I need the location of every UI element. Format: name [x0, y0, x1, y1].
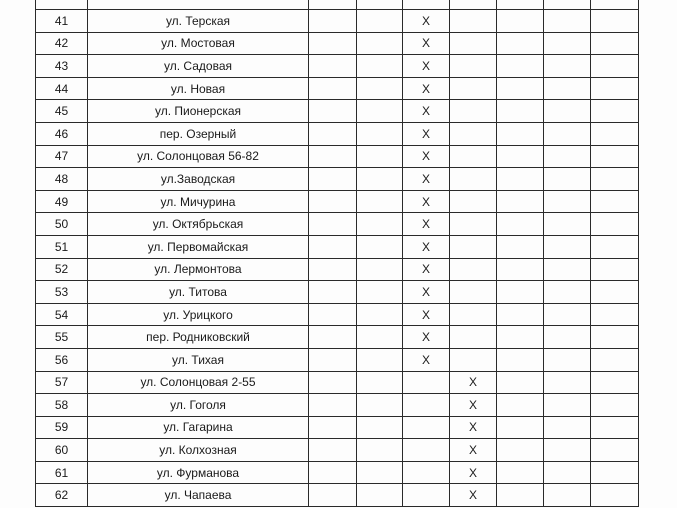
- mark-cell: [450, 416, 497, 439]
- mark-cell: [497, 145, 544, 168]
- mark-cell: [497, 213, 544, 236]
- table-row: [36, 77, 639, 100]
- mark-cell: [591, 258, 639, 281]
- mark-cell: [591, 461, 639, 484]
- mark-cell: [544, 145, 591, 168]
- row-number: 55: [36, 326, 88, 349]
- mark-cell: [450, 55, 497, 78]
- mark-cell: [591, 326, 639, 349]
- mark-cell: [357, 77, 403, 100]
- mark-cell: [450, 122, 497, 145]
- street-name: ул. Первомайская: [88, 235, 309, 258]
- mark-cell: [450, 371, 497, 394]
- row-number: 53: [36, 281, 88, 304]
- mark-cell: [357, 326, 403, 349]
- mark-cell: [450, 190, 497, 213]
- mark-cell: [497, 100, 544, 123]
- mark-cell: [309, 168, 357, 191]
- mark-cell: [357, 122, 403, 145]
- mark-cell: [544, 371, 591, 394]
- mark-cell: [591, 168, 639, 191]
- mark-cell: [309, 100, 357, 123]
- mark-cell: [497, 168, 544, 191]
- mark-cell: [403, 326, 450, 349]
- mark-cell: [544, 461, 591, 484]
- mark-cell: [403, 371, 450, 394]
- table-row: [36, 484, 639, 507]
- mark-cell: [309, 439, 357, 462]
- mark-cell: [357, 168, 403, 191]
- mark-cell: [309, 394, 357, 417]
- mark-cell: [309, 258, 357, 281]
- mark-cell: [544, 77, 591, 100]
- table-row: [36, 55, 639, 78]
- mark-cell: [403, 145, 450, 168]
- mark-cell: [450, 484, 497, 507]
- mark-cell: [591, 484, 639, 507]
- mark-cell: [497, 190, 544, 213]
- row-number: 41: [36, 10, 88, 33]
- mark-cell: [403, 122, 450, 145]
- mark-cell: [357, 10, 403, 33]
- mark-cell: [497, 416, 544, 439]
- table-row: [36, 32, 639, 55]
- table-cell: [403, 0, 450, 10]
- mark-cell: [544, 326, 591, 349]
- street-name: ул. Титова: [88, 281, 309, 304]
- mark-cell: [450, 439, 497, 462]
- mark-cell: [309, 235, 357, 258]
- mark-cell: [357, 394, 403, 417]
- mark-cell: [357, 55, 403, 78]
- mark-cell: [357, 235, 403, 258]
- mark-cell: [403, 484, 450, 507]
- row-number: 52: [36, 258, 88, 281]
- x-mark: X: [468, 420, 477, 435]
- mark-cell: [591, 371, 639, 394]
- mark-cell: [403, 461, 450, 484]
- x-mark: X: [421, 239, 430, 254]
- mark-cell: [544, 281, 591, 304]
- mark-cell: [403, 190, 450, 213]
- mark-cell: [309, 371, 357, 394]
- street-name: ул. Урицкого: [88, 303, 309, 326]
- mark-cell: [497, 235, 544, 258]
- mark-cell: [309, 348, 357, 371]
- mark-cell: [450, 281, 497, 304]
- x-mark: X: [421, 352, 430, 367]
- row-number: 48: [36, 168, 88, 191]
- mark-cell: [403, 168, 450, 191]
- mark-cell: [403, 32, 450, 55]
- mark-cell: [497, 439, 544, 462]
- mark-cell: [357, 303, 403, 326]
- mark-cell: [450, 100, 497, 123]
- row-number: 59: [36, 416, 88, 439]
- street-name: пер. Озерный: [88, 122, 309, 145]
- mark-cell: [544, 235, 591, 258]
- street-name: ул. Новая: [88, 77, 309, 100]
- table-row: [36, 303, 639, 326]
- mark-cell: [544, 32, 591, 55]
- table-cell: [450, 0, 497, 10]
- mark-cell: [309, 213, 357, 236]
- mark-cell: [544, 213, 591, 236]
- table-row: [36, 326, 639, 349]
- mark-cell: [357, 461, 403, 484]
- street-name: ул. Фурманова: [88, 461, 309, 484]
- street-name: ул. Тихая: [88, 348, 309, 371]
- mark-cell: [591, 303, 639, 326]
- row-number: 44: [36, 77, 88, 100]
- mark-cell: [357, 100, 403, 123]
- mark-cell: [591, 281, 639, 304]
- mark-cell: [497, 32, 544, 55]
- table-row: [36, 10, 639, 33]
- x-mark: X: [468, 443, 477, 458]
- street-name: ул. Солонцовая 2-55: [88, 371, 309, 394]
- mark-cell: [403, 416, 450, 439]
- x-mark: X: [421, 307, 430, 322]
- street-name: ул. Садовая: [88, 55, 309, 78]
- mark-cell: [591, 394, 639, 417]
- mark-cell: [591, 55, 639, 78]
- mark-cell: [309, 326, 357, 349]
- mark-cell: [591, 348, 639, 371]
- mark-cell: [591, 416, 639, 439]
- x-mark: X: [421, 194, 430, 209]
- table-cell: [357, 0, 403, 10]
- table-row: [36, 258, 639, 281]
- table-row: [36, 281, 639, 304]
- x-mark: X: [421, 149, 430, 164]
- mark-cell: [357, 416, 403, 439]
- x-mark: X: [421, 262, 430, 277]
- row-number: 42: [36, 32, 88, 55]
- mark-cell: [544, 10, 591, 33]
- table-row: [36, 213, 639, 236]
- x-mark: X: [421, 13, 430, 28]
- mark-cell: [309, 461, 357, 484]
- x-mark: X: [421, 104, 430, 119]
- street-name: ул. Гоголя: [88, 394, 309, 417]
- x-mark: X: [421, 36, 430, 51]
- x-mark: X: [468, 375, 477, 390]
- mark-cell: [403, 10, 450, 33]
- mark-cell: [450, 461, 497, 484]
- mark-cell: [450, 213, 497, 236]
- table-cell: [497, 0, 544, 10]
- mark-cell: [544, 55, 591, 78]
- mark-cell: [591, 77, 639, 100]
- x-mark: X: [421, 58, 430, 73]
- mark-cell: [450, 10, 497, 33]
- mark-cell: [403, 77, 450, 100]
- street-name: ул. Солонцовая 56-82: [88, 145, 309, 168]
- mark-cell: [544, 484, 591, 507]
- row-number: 47: [36, 145, 88, 168]
- x-mark: X: [421, 171, 430, 186]
- street-schedule-table: [35, 0, 639, 507]
- mark-cell: [309, 303, 357, 326]
- mark-cell: [309, 32, 357, 55]
- mark-cell: [403, 258, 450, 281]
- mark-cell: [309, 122, 357, 145]
- mark-cell: [309, 145, 357, 168]
- row-number: 45: [36, 100, 88, 123]
- table-row: [36, 168, 639, 191]
- mark-cell: [497, 77, 544, 100]
- street-name: ул. Мичурина: [88, 190, 309, 213]
- row-number: 50: [36, 213, 88, 236]
- row-number: 51: [36, 235, 88, 258]
- mark-cell: [497, 348, 544, 371]
- table-row: [36, 348, 639, 371]
- table-row: [36, 461, 639, 484]
- mark-cell: [497, 484, 544, 507]
- mark-cell: [450, 145, 497, 168]
- mark-cell: [450, 303, 497, 326]
- street-name: ул. Терская: [88, 10, 309, 33]
- mark-cell: [357, 484, 403, 507]
- table-row: [36, 122, 639, 145]
- mark-cell: [497, 122, 544, 145]
- x-mark: X: [421, 217, 430, 232]
- mark-cell: [309, 190, 357, 213]
- mark-cell: [357, 348, 403, 371]
- mark-cell: [403, 303, 450, 326]
- mark-cell: [591, 32, 639, 55]
- mark-cell: [309, 10, 357, 33]
- mark-cell: [544, 100, 591, 123]
- row-number: 46: [36, 122, 88, 145]
- mark-cell: [544, 122, 591, 145]
- mark-cell: [450, 168, 497, 191]
- mark-cell: [357, 213, 403, 236]
- mark-cell: [544, 168, 591, 191]
- mark-cell: [450, 394, 497, 417]
- mark-cell: [403, 235, 450, 258]
- mark-cell: [309, 416, 357, 439]
- mark-cell: [591, 145, 639, 168]
- mark-cell: [497, 10, 544, 33]
- mark-cell: [591, 10, 639, 33]
- row-number: 43: [36, 55, 88, 78]
- row-number: 62: [36, 484, 88, 507]
- mark-cell: [357, 439, 403, 462]
- street-name: пер. Родниковский: [88, 326, 309, 349]
- x-mark: X: [468, 465, 477, 480]
- mark-cell: [544, 303, 591, 326]
- mark-cell: [450, 258, 497, 281]
- table-cell: [591, 0, 639, 10]
- table-body: [36, 0, 639, 507]
- row-number: 61: [36, 461, 88, 484]
- mark-cell: [403, 213, 450, 236]
- x-mark: X: [421, 284, 430, 299]
- mark-cell: [450, 235, 497, 258]
- mark-cell: [544, 416, 591, 439]
- mark-cell: [357, 258, 403, 281]
- street-name: ул. Октябрьская: [88, 213, 309, 236]
- x-mark: X: [421, 330, 430, 345]
- street-name: ул.Заводская: [88, 168, 309, 191]
- mark-cell: [591, 439, 639, 462]
- row-number: 56: [36, 348, 88, 371]
- table-row: [36, 394, 639, 417]
- x-mark: X: [468, 488, 477, 503]
- street-name: ул. Мостовая: [88, 32, 309, 55]
- mark-cell: [497, 371, 544, 394]
- mark-cell: [497, 281, 544, 304]
- mark-cell: [591, 213, 639, 236]
- table-row: [36, 371, 639, 394]
- mark-cell: [357, 281, 403, 304]
- mark-cell: [403, 439, 450, 462]
- mark-cell: [403, 55, 450, 78]
- mark-cell: [497, 258, 544, 281]
- row-number: 57: [36, 371, 88, 394]
- x-mark: X: [468, 397, 477, 412]
- table-cell: [544, 0, 591, 10]
- x-mark: X: [421, 126, 430, 141]
- table-row: [36, 235, 639, 258]
- mark-cell: [309, 281, 357, 304]
- table-row: [36, 416, 639, 439]
- mark-cell: [591, 235, 639, 258]
- mark-cell: [450, 348, 497, 371]
- mark-cell: [544, 394, 591, 417]
- mark-cell: [497, 461, 544, 484]
- mark-cell: [403, 100, 450, 123]
- mark-cell: [403, 394, 450, 417]
- row-number: 58: [36, 394, 88, 417]
- mark-cell: [357, 145, 403, 168]
- mark-cell: [450, 32, 497, 55]
- mark-cell: [403, 348, 450, 371]
- mark-cell: [309, 484, 357, 507]
- row-number: 49: [36, 190, 88, 213]
- mark-cell: [544, 258, 591, 281]
- x-mark: X: [421, 81, 430, 96]
- mark-cell: [544, 439, 591, 462]
- mark-cell: [450, 326, 497, 349]
- mark-cell: [309, 55, 357, 78]
- mark-cell: [357, 190, 403, 213]
- mark-cell: [309, 77, 357, 100]
- street-name: ул. Пионерская: [88, 100, 309, 123]
- row-number: 60: [36, 439, 88, 462]
- street-name: ул. Колхозная: [88, 439, 309, 462]
- street-name: ул. Чапаева: [88, 484, 309, 507]
- street-name: ул. Гагарина: [88, 416, 309, 439]
- mark-cell: [403, 281, 450, 304]
- row-number: 54: [36, 303, 88, 326]
- table-row: [36, 439, 639, 462]
- table-cell: [88, 0, 309, 10]
- table-cell: [36, 0, 88, 10]
- mark-cell: [497, 55, 544, 78]
- mark-cell: [591, 122, 639, 145]
- mark-cell: [591, 100, 639, 123]
- mark-cell: [544, 348, 591, 371]
- mark-cell: [357, 32, 403, 55]
- mark-cell: [497, 326, 544, 349]
- table-row: [36, 190, 639, 213]
- mark-cell: [591, 190, 639, 213]
- mark-cell: [497, 394, 544, 417]
- mark-cell: [497, 303, 544, 326]
- table-row-partial: [36, 0, 639, 10]
- street-name: ул. Лермонтова: [88, 258, 309, 281]
- mark-cell: [450, 77, 497, 100]
- table-cell: [309, 0, 357, 10]
- table-row: [36, 145, 639, 168]
- mark-cell: [357, 371, 403, 394]
- mark-cell: [544, 190, 591, 213]
- table-row: [36, 100, 639, 123]
